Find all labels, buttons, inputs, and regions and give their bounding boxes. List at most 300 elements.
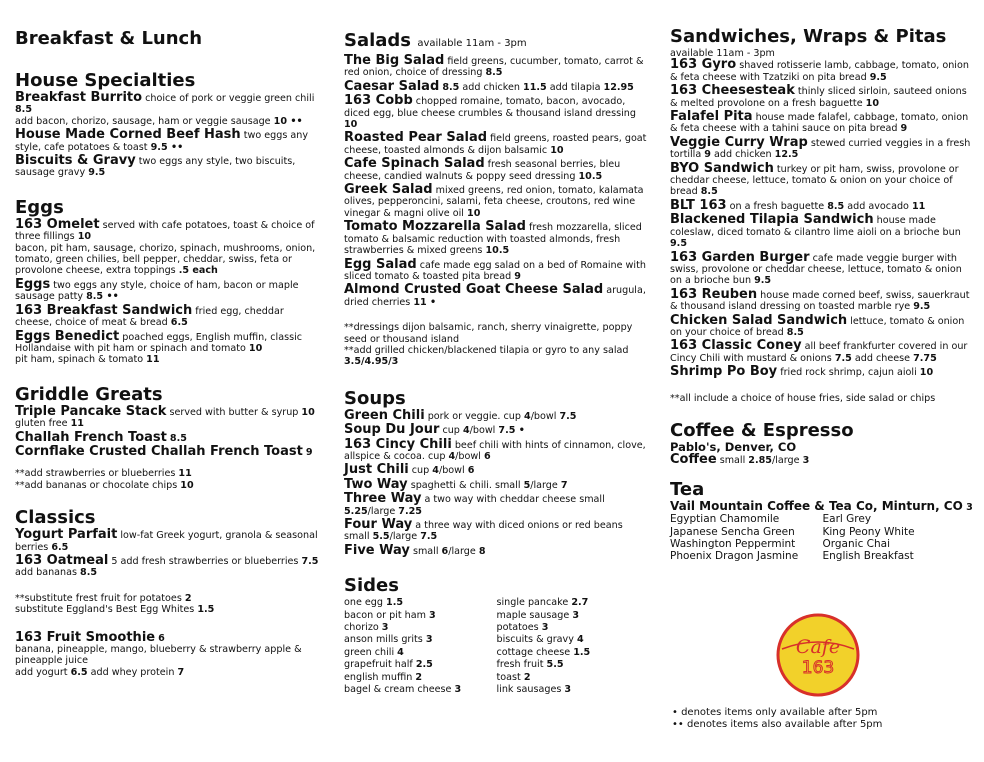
item-price: 4 (524, 410, 531, 422)
item-name: Five Way (344, 542, 410, 558)
side-name: fresh fruit (496, 659, 547, 671)
menu-item (344, 436, 649, 463)
column-salads-soups-sides (344, 30, 649, 696)
tea-item: English Breakfast (822, 550, 914, 563)
item-desc: /large (771, 455, 803, 467)
side-price: 3 (564, 684, 572, 696)
side-item (497, 597, 650, 609)
legend-single-dot: • denotes items only available after 5pm (672, 707, 878, 718)
menu-item (344, 464, 649, 476)
item-price: 6 (158, 632, 165, 644)
side-item (344, 634, 497, 646)
item-desc: add cheese (851, 352, 914, 364)
item-desc: house made coleslaw, diced tomato & cilantro lime aioli on a brioche bun (670, 215, 961, 238)
section-classics: Classics (15, 507, 96, 529)
item-desc: turkey or pit ham, swiss, provolone or cheddar cheese, lettuce, tomato & onion on your choice of bread (670, 163, 959, 198)
item-price: 6.5 (70, 666, 88, 678)
sides-grid (344, 597, 649, 696)
side-item (497, 634, 650, 646)
item-price: 8 (478, 545, 486, 557)
side-name: cottage cheese (496, 646, 574, 658)
item-desc: lettuce, tomato & onion on your choice of bread (670, 315, 965, 338)
item-desc: banana, pineapple, mango, blueberry & strawberry apple & pineapple juice (15, 644, 302, 667)
note-line (15, 468, 320, 479)
item-desc: bacon, pit ham, sausage, chorizo, spinach, mushrooms, onion, tomato, green chilies, bell pepper, cheddar, swiss, feta or provolone cheese, extra toppings (15, 242, 316, 277)
item-name: 163 Cobb (344, 93, 413, 109)
item-desc: two eggs any style, choice of ham, bacon or maple sausage patty (15, 279, 299, 303)
item-name: Cornflake Crusted Challah French Toast (15, 443, 303, 459)
side-price: 4 (397, 646, 404, 658)
tea-list (670, 513, 975, 563)
item-price: .5 each (178, 265, 218, 277)
note-text: **add strawberries or blueberries (15, 468, 179, 480)
tea-item: Washington Peppermint (670, 538, 796, 550)
item-price: 8.5 •• (86, 291, 119, 303)
item-name: Three Way (344, 491, 422, 507)
item-name: 163 Omelet (15, 216, 100, 232)
item-name: Green Chili (344, 407, 425, 423)
item-price: 4 (448, 450, 456, 462)
side-item (497, 647, 650, 659)
item-price: 8.5 (15, 104, 32, 116)
item-price: 11 (70, 418, 84, 430)
item-name: BYO Sandwich (670, 160, 774, 176)
menu-item (344, 407, 649, 423)
item-price: 11 (911, 200, 926, 212)
item-desc: house made corned beef, swiss, sauerkraut & thousand island dressing on toasted marble rye (670, 289, 970, 313)
menu-item (670, 340, 975, 364)
item-desc: add chicken (710, 149, 775, 161)
item-price: 9 (514, 270, 521, 282)
item-name: 163 Garden Burger (670, 249, 810, 265)
side-name: one egg (344, 597, 387, 609)
side-item (344, 672, 497, 684)
section-eggs: Eggs (15, 196, 64, 218)
item-name: Cafe Spinach Salad (344, 156, 485, 172)
item-desc: add chicken (459, 81, 524, 93)
item-name: Coffee (670, 452, 717, 468)
menu-item (670, 111, 975, 135)
item-desc: add avocado (844, 200, 912, 212)
side-item (497, 622, 650, 634)
item-desc: choice of pork or veggie green chili (142, 93, 315, 104)
column-breakfast-lunch (15, 28, 320, 678)
note-text: substitute Eggland's Best Egg Whites (15, 604, 198, 616)
menu-item (670, 214, 975, 249)
item-price: 9.5 (869, 71, 887, 83)
item-price: 7 (560, 479, 568, 491)
item-price: 7 (177, 666, 185, 678)
item-desc: spaghetti & chili. small (407, 479, 524, 491)
item-name: 163 Fruit Smoothie (15, 629, 156, 645)
side-name: grapefruit half (344, 659, 416, 671)
item-name: 163 Cincy Chili (344, 436, 452, 452)
side-item (497, 610, 650, 622)
item-price: 8.5 (700, 186, 718, 198)
side-price: 1.5 (573, 646, 591, 658)
item-name: 163 Reuben (670, 286, 758, 302)
side-price: 3 (541, 622, 549, 634)
menu-item (15, 429, 320, 445)
section-sandwiches: Sandwiches, Wraps & Pitas (670, 26, 947, 47)
menu-item (15, 276, 320, 303)
item-price: 11 (146, 354, 160, 366)
item-price: 6 (441, 545, 449, 557)
side-name: biscuits & gravy (496, 634, 577, 646)
item-name: Two Way (344, 476, 408, 492)
section-availability: available 11am - 3pm (417, 38, 527, 49)
tea-column-right (823, 513, 976, 563)
note-line (15, 604, 320, 615)
house-specialties-list (15, 92, 320, 181)
item-desc: add bacon, chorizo, sausage, ham or veggie sausage (15, 115, 274, 127)
item-name: Greek Salad (344, 182, 433, 198)
menu-item (344, 476, 649, 492)
item-price: 9 (900, 123, 908, 135)
menu-item (344, 256, 649, 283)
tea-item: Organic Chai (822, 538, 891, 550)
menu-item (670, 286, 975, 313)
item-name: BLT 163 (670, 197, 727, 213)
item-desc: fried egg, cheddar cheese, choice of meat & bread (15, 305, 284, 329)
item-desc: a two way with cheddar cheese small (421, 494, 605, 506)
side-name: bagel & cream cheese (344, 684, 455, 696)
item-desc: small (716, 455, 749, 467)
menu-item (344, 78, 649, 94)
menu-item (670, 312, 975, 339)
side-name: link sausages (496, 684, 565, 696)
item-name: Egg Salad (344, 256, 417, 272)
item-desc: /large (448, 545, 479, 557)
item-price: 7.5 (559, 410, 577, 422)
item-desc: fresh seasonal berries, bleu cheese, candied walnuts & poppy seed dressing (344, 159, 621, 182)
note-price: 11 (178, 468, 192, 480)
logo-word-163: 163 (801, 658, 835, 678)
item-desc: two eggs any style, cafe potatoes & toast (15, 130, 309, 153)
item-price: 10 (248, 342, 263, 354)
menu-item (670, 249, 975, 287)
item-desc: a three way with diced onions or red beans small (344, 520, 623, 543)
item-price: 6 (483, 450, 491, 462)
side-price: 1.5 (386, 597, 404, 609)
menu-item (15, 403, 320, 430)
side-name: maple sausage (496, 609, 573, 621)
menu-item (344, 55, 649, 79)
item-desc: served with butter & syrup (166, 406, 302, 418)
item-name: Tomato Mozzarella Salad (344, 219, 526, 235)
salad-note: **dressings dijon balsamic, ranch, sherry vinaigrette, poppy seed or thousand island (344, 322, 633, 345)
item-name: Eggs Benedict (15, 328, 120, 344)
legend (672, 707, 882, 731)
item-name: Blackened Tilapia Sandwich (670, 212, 874, 228)
section-house-specialties: House Specialties (15, 70, 196, 91)
item-price: 5.25 (344, 505, 368, 517)
item-price: 11 • (413, 296, 437, 308)
coffee-roaster: Pablo's, Denver, CO (670, 439, 797, 454)
item-name: Challah French Toast (15, 429, 167, 445)
item-price: 6.5 (170, 317, 188, 329)
item-price: 7.25 (398, 505, 422, 517)
side-price: 3 (381, 622, 389, 634)
item-desc: pit ham, spinach & tomato (15, 354, 147, 366)
item-desc: add bananas (15, 567, 81, 579)
side-price: 2 (415, 671, 423, 683)
side-name: potatoes (496, 622, 542, 634)
item-price: 10 (77, 231, 92, 243)
item-desc: /large (389, 531, 421, 543)
classics-list (15, 529, 320, 581)
tea-item: Egyptian Chamomile (670, 513, 780, 526)
item-desc: all beef frankfurter covered in our Cincy Chili with mustard & onions (670, 341, 968, 364)
menu-item (344, 158, 649, 182)
menu-item (15, 216, 320, 277)
section-sides: Sides (344, 575, 399, 597)
item-desc: thinly sliced sirloin, sauteed onions & melted provolone on a fresh baguette (670, 86, 967, 109)
item-name: Falafel Pita (670, 109, 753, 125)
item-price: 5.5 (372, 531, 390, 543)
item-desc: small (409, 545, 442, 557)
menu-item (344, 284, 649, 308)
note-price: 2 (184, 592, 192, 604)
item-name: Soup Du Jour (344, 422, 440, 438)
item-price: 7.5 (834, 352, 852, 364)
sides-column-left (344, 597, 497, 696)
tea-price: 3 (962, 501, 973, 513)
item-price: 11.5 (523, 81, 547, 93)
item-name: Yogurt Parfait (15, 527, 118, 543)
item-desc: gluten free (15, 418, 71, 430)
note-price: 1.5 (197, 604, 215, 616)
menu-item (344, 542, 649, 558)
item-price: 4 (432, 465, 439, 477)
item-price: 8.5 (485, 67, 503, 79)
menu-item (344, 519, 649, 543)
item-desc: cup (439, 425, 463, 437)
item-name: Just Chili (344, 462, 409, 478)
side-item (497, 672, 650, 684)
side-name: anson mills grits (344, 634, 426, 646)
side-name: single pancake (496, 597, 572, 609)
tea-item: Phoenix Dragon Jasmine (670, 550, 799, 563)
item-price: 10 •• (273, 115, 303, 127)
item-desc: /large (367, 505, 399, 517)
item-price: 6 (467, 465, 475, 477)
item-desc: fresh mozzarella, sliced tomato & balsamic reduction with toasted almonds, fresh strawberries & mixed greens (344, 222, 642, 257)
sides-column-right (497, 597, 650, 696)
item-desc: stewed curried veggies in a fresh tortilla (670, 137, 971, 161)
item-price: 8.5 (786, 326, 804, 338)
item-name: 163 Cheesesteak (670, 83, 795, 99)
item-desc: cafe made egg salad on a bed of Romaine with sliced tomato & toasted pita bread (344, 259, 646, 282)
item-desc: house made falafel, cabbage, tomato, onion & feta cheese with a tahini sauce on pita bread (670, 112, 969, 135)
menu-item (15, 552, 320, 579)
item-name: Eggs (15, 276, 51, 292)
note-line (15, 593, 320, 604)
item-desc: two eggs any style, two biscuits, sausage gravy (15, 156, 296, 179)
item-name: 163 Classic Coney (670, 338, 802, 354)
item-price: 9.5 (913, 301, 931, 313)
item-desc: beef chili with hints of cinnamon, clove, allspice & cocoa. cup (344, 439, 646, 462)
item-price: 4 (462, 425, 470, 437)
item-price: 9.5 (88, 167, 106, 179)
menu-item (15, 529, 320, 553)
side-price: 3 (454, 684, 462, 696)
item-name: 163 Breakfast Sandwich (15, 302, 193, 318)
menu-item (670, 134, 975, 161)
tea-item: Japanese Sencha Green (670, 525, 795, 538)
menu-item (344, 493, 649, 517)
item-desc: poached eggs, English muffin, classic Hollandaise with pit ham or spinach and tomato (15, 331, 303, 354)
item-price: 10 (919, 367, 934, 379)
logo-word-cafe: Cafe (795, 636, 841, 658)
item-price: 3 (802, 455, 810, 467)
item-price: 7.5 (420, 531, 438, 543)
item-price: 8.5 (80, 567, 98, 579)
menu-item (670, 160, 975, 198)
note-text: **add bananas or chocolate chips (15, 479, 181, 491)
item-price: 10 (865, 97, 880, 109)
item-name: Chicken Salad Sandwich (670, 312, 848, 328)
item-name: The Big Salad (344, 53, 445, 68)
section-availability: available 11am - 3pm (670, 48, 775, 59)
side-item (344, 684, 497, 696)
tea-company: Vail Mountain Coffee & Tea Co, Minturn, CO (670, 498, 963, 513)
item-desc: add yogurt (15, 666, 71, 678)
item-price: 5 (523, 479, 531, 491)
note-price: 10 (180, 479, 194, 491)
item-desc: pork or veggie. cup (424, 410, 525, 422)
item-desc: field greens, roasted pears, goat cheese, toasted almonds & dijon balsamic (344, 133, 647, 156)
side-price: 3 (429, 609, 436, 621)
side-price: 2.5 (415, 659, 433, 671)
item-price: 8.5 (827, 200, 845, 212)
side-item (497, 659, 650, 671)
tea-item: Earl Grey (822, 513, 872, 526)
item-desc: /bowl (530, 410, 560, 422)
note-price: 3.5/4.95/3 (344, 356, 399, 368)
tea-item: King Peony White (822, 525, 915, 538)
soups-list (344, 407, 649, 559)
column-sandwiches-drinks (670, 26, 975, 563)
side-price: 3 (572, 609, 579, 621)
item-price: 8.5 (442, 81, 460, 93)
item-desc: arugula, dried cherries (344, 285, 646, 308)
item-price: 9.5 (670, 238, 687, 250)
item-name: Almond Crusted Goat Cheese Salad (344, 282, 604, 298)
item-price: 10 (301, 406, 315, 418)
side-item (344, 659, 497, 671)
item-desc: /bowl (455, 450, 484, 462)
salads-list (344, 55, 649, 310)
side-name: toast (496, 671, 524, 683)
item-desc: chopped romaine, tomato, bacon, avocado, diced egg, blue cheese crumbles & thousand island dressing (344, 96, 636, 119)
legend-double-dot: •• denotes items also available after 5pm (672, 719, 883, 730)
item-price: 8.5 (169, 432, 187, 444)
tea-column-left (670, 513, 823, 563)
classics-notes (15, 593, 320, 616)
item-desc: field greens, cucumber, tomato, carrot & red onion, choice of dressing (344, 56, 644, 79)
item-desc: add whey protein (87, 666, 178, 678)
side-item (344, 647, 497, 659)
note-text: **substitute frest fruit for potatoes (15, 592, 185, 604)
section-salads (344, 30, 649, 55)
item-desc: fried rock shrimp, cajun aioli (777, 367, 920, 379)
item-name: Veggie Curry Wrap (670, 134, 808, 150)
side-name: chorizo (344, 622, 382, 634)
cafe-163-logo (776, 613, 860, 697)
item-price: 10 (344, 119, 358, 131)
menu-item (670, 197, 975, 213)
section-tea: Tea (670, 478, 705, 500)
item-name: Caesar Salad (344, 78, 440, 94)
note-text: **add grilled chicken/blackened tilapia or gyro to any salad (344, 344, 629, 356)
item-name: Roasted Pear Salad (344, 130, 488, 146)
item-desc: shaved rotisserie lamb, cabbage, tomato, onion & feta cheese with Tzatziki on pita bread (670, 60, 969, 83)
item-desc: 5 add fresh strawberries or blueberries (108, 555, 302, 567)
menu-item (15, 328, 320, 366)
item-price: 10 (550, 144, 564, 156)
item-price: 7.5 (301, 555, 319, 567)
menu-item (15, 155, 320, 179)
side-price: 2.7 (571, 597, 589, 609)
item-price: 9 (704, 149, 711, 161)
menu-item (344, 424, 649, 436)
side-price: 3 (425, 634, 433, 646)
item-desc: on a fresh baguette (726, 200, 828, 212)
side-name: bacon or pit ham (344, 609, 430, 621)
item-desc: low-fat Greek yogurt, granola & seasonal berries (15, 530, 318, 553)
menu-item (670, 366, 975, 378)
item-desc: cup (408, 465, 433, 477)
item-price: 9.5 (754, 275, 772, 287)
item-name: Shrimp Po Boy (670, 364, 778, 380)
griddle-list (15, 403, 320, 461)
item-price: 6.5 (51, 541, 69, 553)
menu-item (15, 129, 320, 153)
item-price: 7.5 • (498, 425, 525, 437)
salad-note (344, 345, 649, 368)
item-name: Triple Pancake Stack (15, 403, 167, 419)
item-price: 9.5 •• (150, 141, 184, 153)
item-desc: add tilapia (546, 81, 604, 93)
item-name: Breakfast Burrito (15, 90, 143, 105)
side-name: english muffin (344, 671, 416, 683)
menu-item (344, 221, 649, 256)
menu-item (344, 95, 649, 130)
item-desc: cafe made veggie burger with swiss, provolone or cheddar cheese, lettuce, tomato & onion on a brioche bun (670, 252, 962, 287)
section-heading: Salads (344, 30, 412, 51)
side-item (497, 684, 650, 696)
item-price: 10 (467, 207, 481, 219)
item-price: 2.85 (748, 455, 772, 467)
item-price: 7.75 (913, 352, 937, 364)
item-price: 9 (305, 446, 313, 458)
menu-item (15, 443, 320, 459)
item-desc: mixed greens, red onion, tomato, kalamata olives, pepperoncini, salami, feta cheese, croutons, red wine vinegar & magni olive oil (344, 185, 644, 219)
item-name: 163 Oatmeal (15, 552, 109, 568)
section-griddle-greats: Griddle Greats (15, 383, 163, 405)
item-price: 12.95 (603, 81, 634, 93)
griddle-notes (15, 468, 320, 491)
item-desc: /bowl (438, 465, 468, 477)
item-desc: served with cafe potatoes, toast & choice of three fillings (15, 219, 315, 243)
item-desc: /bowl (469, 425, 499, 437)
menu-item (670, 59, 975, 83)
side-name: green chili (344, 646, 398, 658)
menu-item (670, 454, 975, 466)
eggs-list (15, 216, 320, 368)
item-price: 10.5 (485, 245, 510, 257)
